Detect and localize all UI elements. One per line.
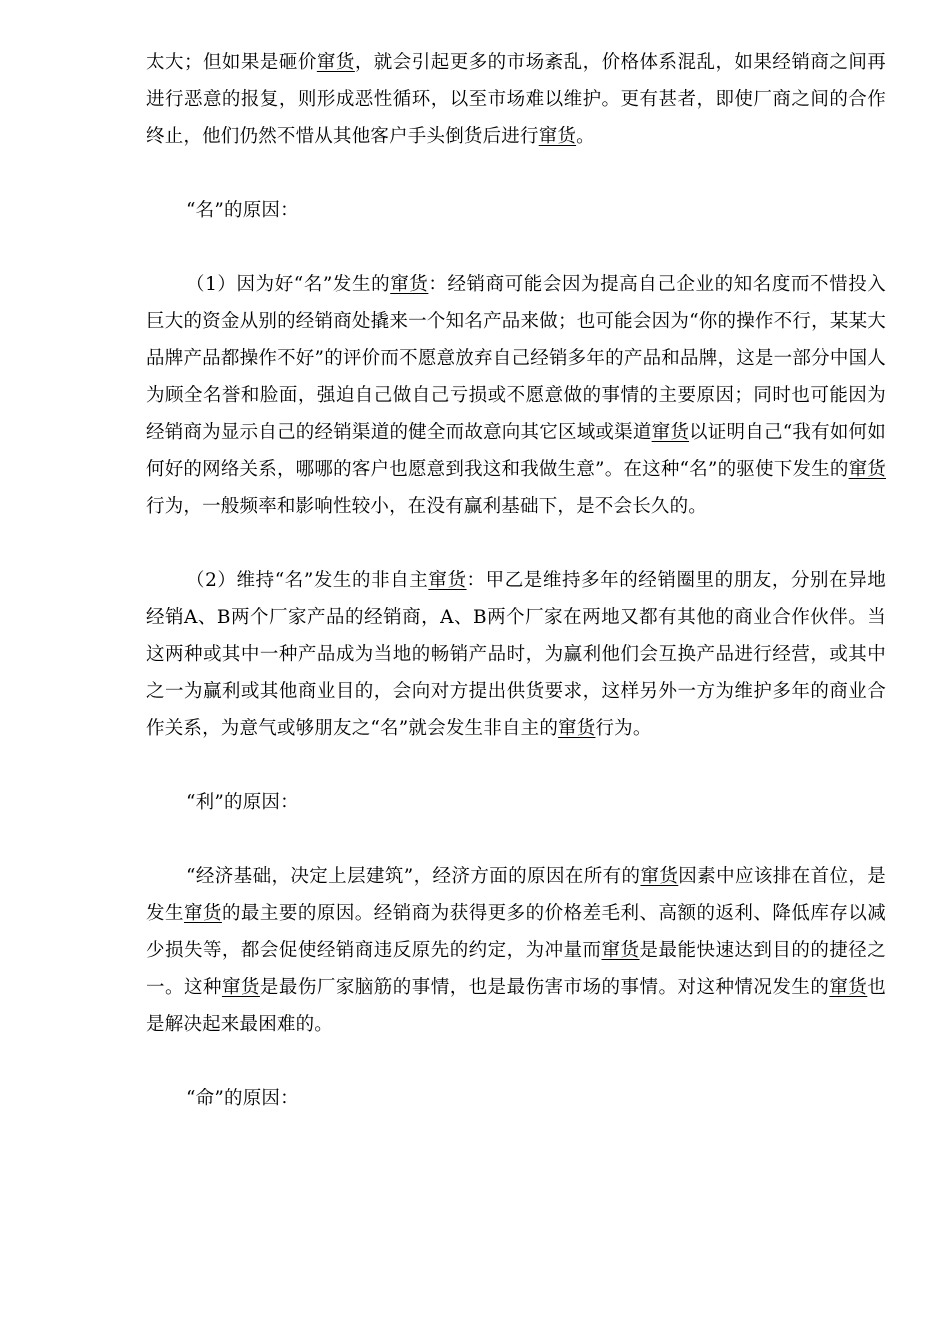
heading-ming-reason [146, 192, 886, 229]
underlined-term: 窜货 [390, 274, 429, 295]
text-segment: ：经销商可能会因为提高自己企业的知名度而不惜投入巨大的资金从别的经销商处撬来一个知名产品来做；也可能会因为“你的操作不行，某某大品牌产品都操作不好”的评价而不愿意放弃自己经销多年的产品和品牌，这是一部分中国人为顾全名誉和脸面，强迫自己做自己亏损或不愿意做的事情的主要原因；同时也可能因为经销商为显示自己的经销渠道的健全而故意向其它区域或渠道 [146, 274, 886, 443]
text-segment: ：甲乙是维持多年的经销圈里的朋友，分别在异地经销A、B两个厂家产品的经销商，A、B两个厂家在两地又都有其他的商业合作伙伴。当这两种或其中一种产品成为当地的畅销产品时，为赢利他们会互换产品进行经营，或其中之一为赢利或其他商业目的，会向对方提出供货要求，这样另外一方为维护多年的商业合作关系，为意气或够朋友之“名”就会发生非自主的 [146, 570, 886, 739]
text-segment: 行为。 [595, 718, 652, 739]
text-segment: （2）维持“名”发生的非自主 [186, 570, 429, 591]
text-segment: （1）因为好“名”发生的 [186, 274, 391, 295]
text-segment: 行为，一般频率和影响性较小，在没有赢利基础下，是不会长久的。 [146, 496, 708, 517]
text-segment: ，就会引起更多的市场紊乱，价格体系混乱，如果经销商之间再进行恶意的报复，则形成恶性循环，以至市场难以维护。更有甚者，即使厂商之间的合作终止，他们仍然不惜从其他客户手头倒货后进行 [146, 52, 886, 147]
underlined-term: 窜货 [558, 718, 596, 739]
text-segment: 因素中应该排在首位，是发生 [146, 866, 887, 924]
underlined-term: 窜货 [538, 126, 577, 147]
text-segment: 太大；但如果是砸价 [146, 52, 317, 73]
underlined-term: 窜货 [183, 903, 222, 924]
paragraph-ming-2 [146, 562, 886, 747]
text-segment: “经济基础，决定上层建筑”，经济方面的原因在所有的 [186, 866, 641, 887]
underlined-term: 窜货 [848, 459, 886, 480]
text-segment: 。 [576, 126, 595, 147]
paragraph-li [146, 858, 886, 1043]
paragraph-ming-1 [146, 266, 886, 525]
document-page [146, 44, 886, 1117]
text-segment: 也是解决起来最困难的。 [146, 977, 886, 1035]
text-segment: 是最能快速达到目的的捷径之一。这种 [146, 940, 886, 998]
text-segment: “利”的原因： [186, 792, 299, 813]
underlined-term: 窜货 [640, 866, 679, 887]
text-segment: 的最主要的原因。经销商为获得更多的价格差毛利、高额的返利、降低库存以减少损失等，都会促使经销商违反原先的约定，为冲量而 [146, 903, 886, 961]
heading-li-reason [146, 784, 886, 821]
underlined-term: 窜货 [428, 570, 467, 591]
text-segment: 以证明自己“我有如何如何好的网络关系，哪哪的客户也愿意到我这和我做生意”。在这种“名”的驱使下发生的 [146, 422, 886, 480]
text-segment: “命”的原因： [186, 1088, 299, 1109]
text-segment: 是最伤厂家脑筋的事情，也是最伤害市场的事情。对这种情况发生的 [259, 977, 830, 998]
paragraph-1 [146, 44, 886, 155]
heading-ming-fate-reason [146, 1080, 886, 1117]
underlined-term: 窜货 [221, 977, 260, 998]
underlined-term: 窜货 [601, 940, 640, 961]
underlined-term: 窜货 [829, 977, 868, 998]
underlined-term: 窜货 [316, 52, 355, 73]
text-segment: “名”的原因： [186, 200, 299, 221]
underlined-term: 窜货 [651, 422, 690, 443]
